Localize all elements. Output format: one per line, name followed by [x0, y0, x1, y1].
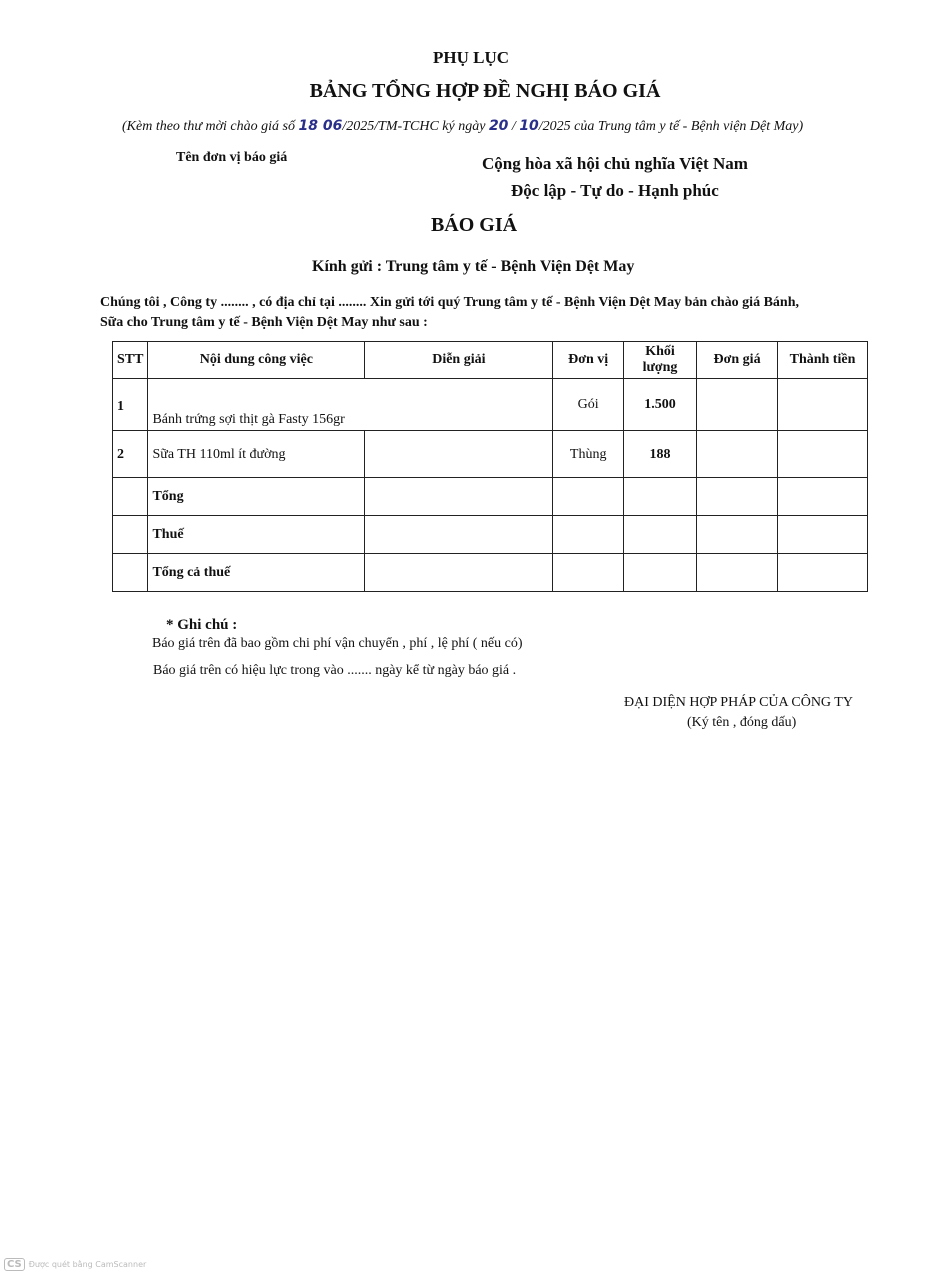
ref-day-handwritten: 20	[488, 118, 509, 134]
header-unit-price: Đơn giá	[697, 342, 778, 379]
motto-line1: Cộng hòa xã hội chủ nghĩa Việt Nam	[482, 154, 748, 173]
notes-title: * Ghi chú :	[166, 617, 238, 633]
cell-stt: 1	[113, 379, 148, 431]
cell-quantity: 1.500	[623, 379, 696, 431]
signature-title: ĐẠI DIỆN HỢP PHÁP CỦA CÔNG TY	[624, 695, 853, 710]
cell-unit	[553, 478, 623, 516]
tax-label: Thuế	[148, 516, 365, 554]
cell-unit: Gói	[553, 379, 623, 431]
header-content: Nội dung công việc	[148, 342, 365, 379]
header-quantity: Khối lượng	[623, 342, 696, 379]
cell-quantity	[623, 516, 696, 554]
tax-row	[113, 516, 868, 554]
total-with-tax-label: Tổng cả thuế	[148, 554, 365, 592]
ref-suffix: /2025 của Trung tâm y tế - Bệnh viện Dệt May)	[538, 119, 804, 134]
total-row	[113, 478, 868, 516]
scanner-text: Được quét bằng CamScanner	[28, 1260, 147, 1269]
table-header-row	[113, 342, 868, 379]
header-unit: Đơn vị	[553, 342, 623, 379]
cell-stt: 2	[113, 431, 148, 478]
cell-amount	[777, 379, 867, 431]
cell-stt	[113, 554, 148, 592]
cell-unit-price	[697, 516, 778, 554]
reference-line	[122, 118, 803, 135]
cell-unit-price	[697, 431, 778, 478]
cell-unit	[553, 516, 623, 554]
ref-sep: /	[508, 119, 520, 134]
cell-unit-price	[697, 554, 778, 592]
cell-amount	[777, 516, 867, 554]
ref-number-handwritten: 18 06	[298, 118, 343, 134]
total-with-tax-row	[113, 554, 868, 592]
header-description: Diễn giải	[365, 342, 553, 379]
appendix-label: PHỤ LỤC	[432, 48, 510, 67]
recipient: Kính gửi : Trung tâm y tế - Bệnh Viện Dệt May	[312, 258, 635, 275]
ref-middle: /2025/TM-TCHC ký ngày	[342, 119, 489, 134]
cell-stt	[113, 516, 148, 554]
motto-line2: Độc lập - Tự do - Hạnh phúc	[511, 181, 719, 200]
ref-month-handwritten: 10	[519, 118, 539, 134]
cell-unit: Thùng	[553, 431, 623, 478]
header-stt: STT	[113, 342, 148, 379]
note-line2: Báo giá trên có hiệu lực trong vào ....... ngày kể từ ngày báo giá .	[153, 663, 517, 678]
cell-unit-price	[697, 478, 778, 516]
table-row	[113, 379, 868, 431]
signature-note: (Ký tên , đóng dấu)	[687, 715, 797, 730]
cell-unit-price	[697, 379, 778, 431]
camscanner-logo: CS	[4, 1258, 25, 1271]
intro-line2: Sữa cho Trung tâm y tế - Bệnh Viện Dệt May như sau :	[100, 315, 428, 330]
cell-amount	[777, 478, 867, 516]
cell-unit	[553, 554, 623, 592]
scanner-watermark	[4, 1258, 146, 1271]
unit-label: Tên đơn vị báo giá	[176, 150, 288, 165]
cell-content: Sữa TH 110ml ít đường	[148, 431, 365, 478]
cell-description	[365, 516, 553, 554]
quotation-table	[112, 341, 868, 592]
table-row	[113, 431, 868, 478]
ref-prefix: (Kèm theo thư mời chào giá số	[122, 119, 299, 134]
cell-quantity	[623, 478, 696, 516]
intro-line1: Chúng tôi , Công ty ........ , có địa chỉ tại ........ Xin gửi tới quý Trung tâm y tế - Bệnh Viện Dệt May bản chào giá Bánh,	[100, 295, 799, 310]
header-amount: Thành tiền	[777, 342, 867, 379]
page-title: BẢNG TỔNG HỢP ĐỀ NGHỊ BÁO GIÁ	[309, 80, 661, 102]
total-label: Tổng	[148, 478, 365, 516]
cell-amount	[777, 554, 867, 592]
cell-quantity: 188	[623, 431, 696, 478]
cell-amount	[777, 431, 867, 478]
cell-description	[365, 431, 553, 478]
document-title: BÁO GIÁ	[430, 214, 518, 236]
cell-quantity	[623, 554, 696, 592]
cell-description	[365, 478, 553, 516]
cell-description	[365, 554, 553, 592]
note-line1: Báo giá trên đã bao gồm chi phí vận chuyển , phí , lệ phí ( nếu có)	[152, 636, 523, 651]
cell-content: Bánh trứng sợi thịt gà Fasty 156gr	[148, 379, 553, 431]
cell-stt	[113, 478, 148, 516]
